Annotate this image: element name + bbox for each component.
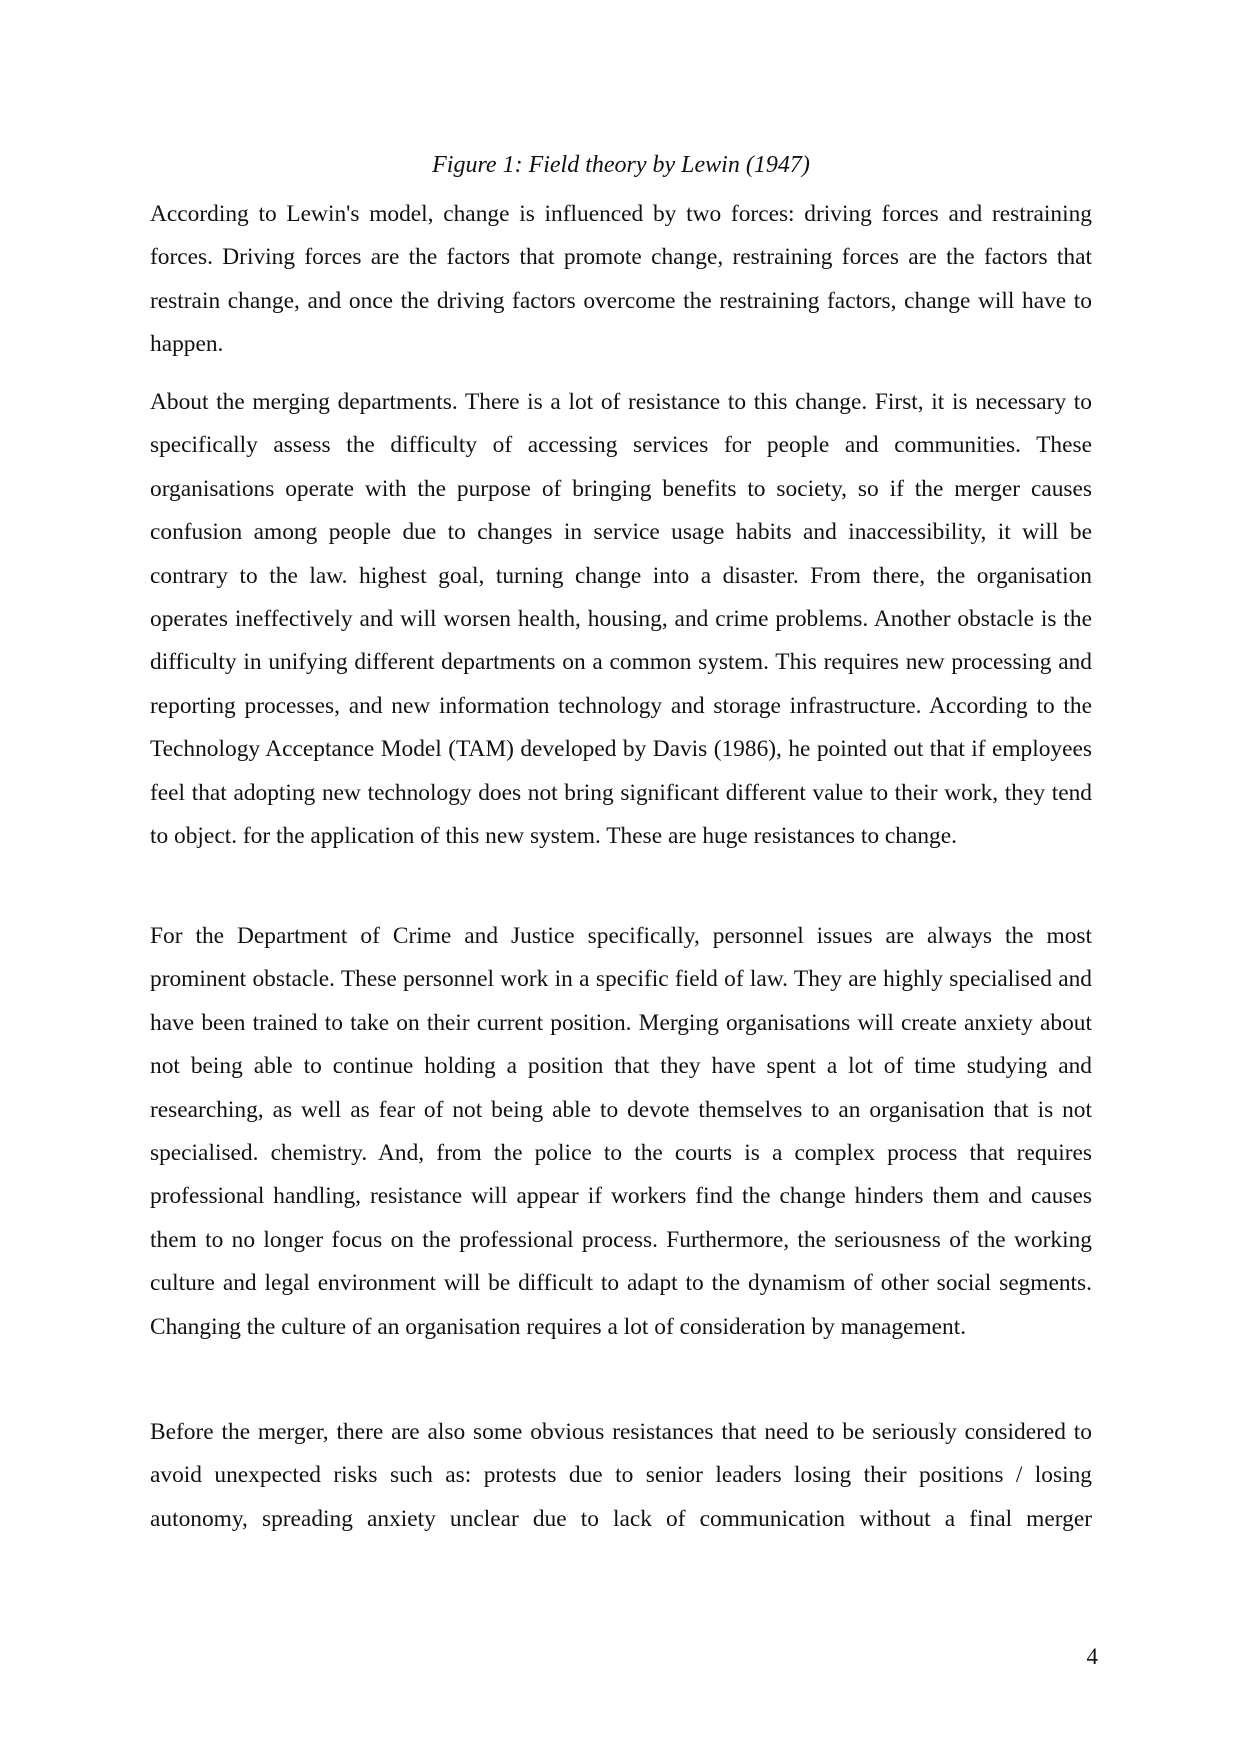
- paragraph-crime-justice-department: For the Department of Crime and Justice specifically, personnel issues are always the most prominent obstacle. These personnel work in a specific field of law. They are highly specialised and have been trained to take on their current position. Merging organisations will create anxiety about not being able to continue holding a position that they have spent a lot of time studying and researching, as well as fear of not being able to devote themselves to an organisation that is not specialised. chemistry. And, from the police to the courts is a complex process that requires professional handling, resistance will appear if workers find the change hinders them and causes them to no longer focus on the professional process. Furthermore, the seriousness of the working culture and legal environment will be difficult to adapt to the dynamism of other social segments. Changing the culture of an organisation requires a lot of consideration by management.: [150, 923, 1092, 1340]
- figure-caption: Figure 1: Field theory by Lewin (1947): [432, 152, 810, 178]
- page-number: 4: [1086, 1644, 1098, 1669]
- paragraph-lewin-model: According to Lewin's model, change is influenced by two forces: driving forces and restraining forces. Driving forces are the factors that promote change, restraining forces are the factors that restrain change, and once the driving factors overcome the restraining factors, change will have to happen.: [150, 201, 1092, 358]
- paragraph-merging-departments: About the merging departments. There is a lot of resistance to this change. First, it is necessary to specifically assess the difficulty of accessing services for people and communities. These organisations operate with the purpose of bringing benefits to society, so if the merger causes confusion among people due to changes in service usage habits and inaccessibility, it will be contrary to the law. highest goal, turning change into a disaster. From there, the organisation operates ineffectively and will worsen health, housing, and crime problems. Another obstacle is the difficulty in unifying different departments on a common system. This requires new processing and reporting processes, and new information technology and storage infrastructure. According to the Technology Acceptance Model (TAM) developed by Davis (1986), he pointed out that if employees feel that adopting new technology does not bring significant different value to their work, they tend to object. for the application of this new system. These are huge resistances to change.: [150, 389, 1092, 850]
- paragraph-before-merger: Before the merger, there are also some obvious resistances that need to be seriously considered to avoid unexpected risks such as: protests due to senior leaders losing their positions / losing autonomy, spreading anxiety unclear due to lack of communication without a final merger: [150, 1419, 1092, 1532]
- document-page: [150, 0, 1092, 1754]
